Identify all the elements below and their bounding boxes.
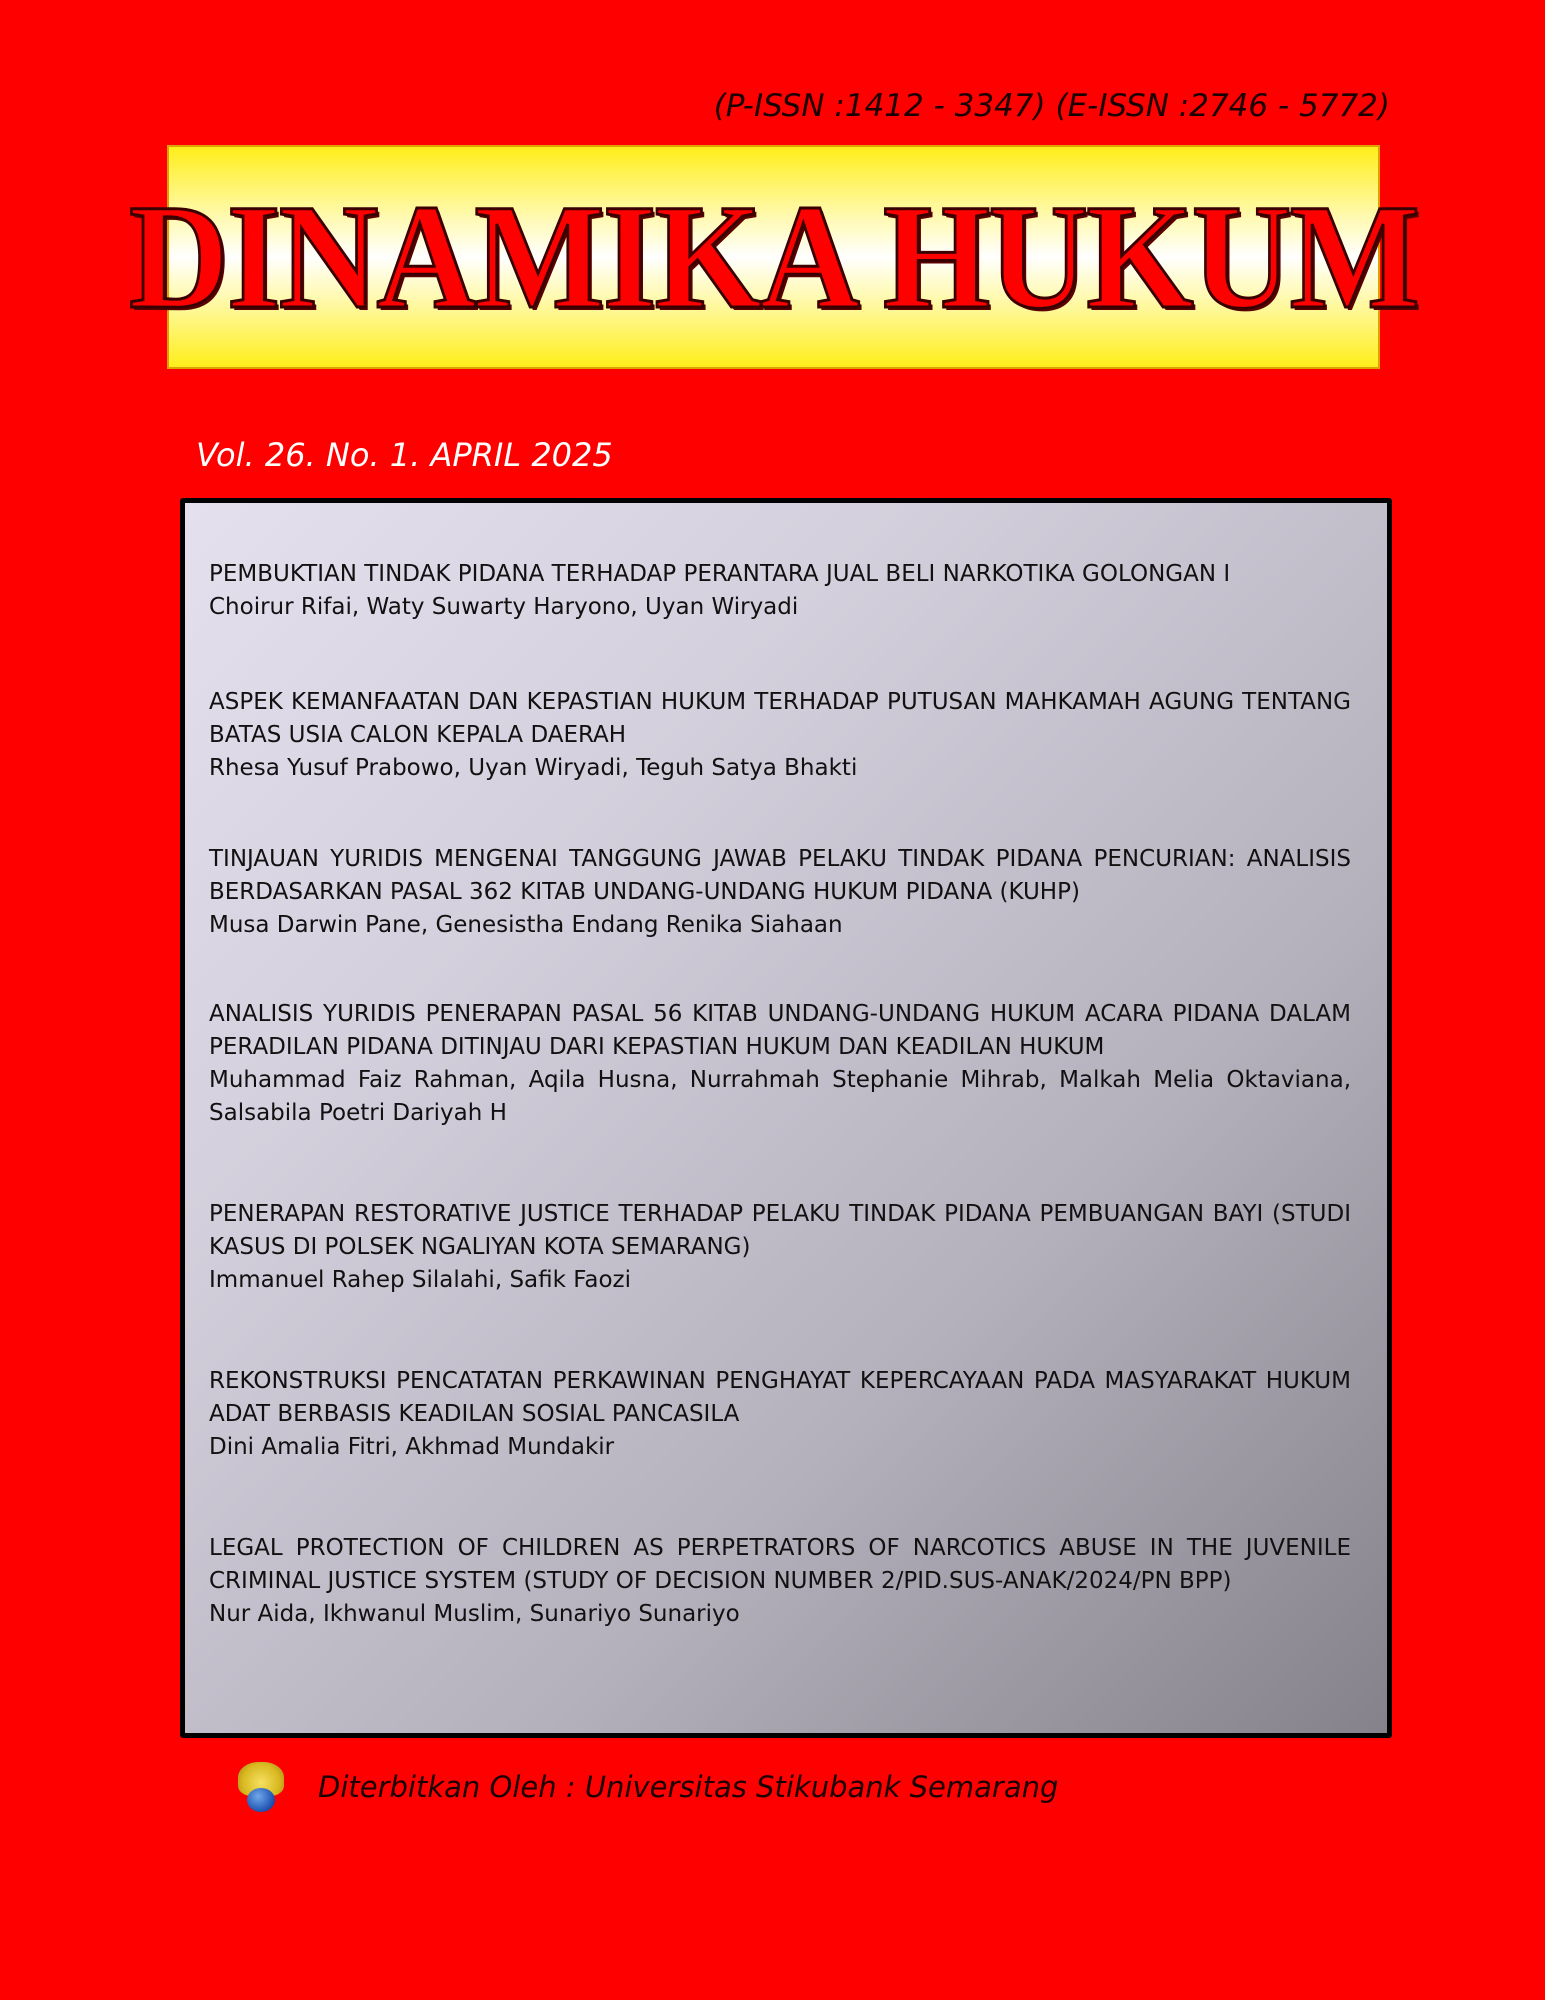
issn-line: (P-ISSN :1412 - 3347) (E-ISSN :2746 - 5772) <box>713 88 1390 124</box>
article-title: TINJAUAN YURIDIS MENGENAI TANGGUNG JAWAB PELAKU TINDAK PIDANA PENCURIAN: ANALISIS BERDASARKAN PASAL 362 KITAB UNDANG-UNDANG HUKUM PIDANA (KUHP) <box>209 846 1351 905</box>
globe-shape <box>247 1788 275 1812</box>
volume-issue: Vol. 26. No. 1. APRIL 2025 <box>196 436 613 474</box>
article-entry <box>209 998 1351 1130</box>
university-emblem-icon <box>236 1762 286 1812</box>
article-title: ASPEK KEMANFAATAN DAN KEPASTIAN HUKUM TERHADAP PUTUSAN MAHKAMAH AGUNG TENTANG BATAS USIA CALON KEPALA DAERAH <box>209 689 1351 748</box>
article-authors: Immanuel Rahep Silalahi, Safik Faozi <box>209 1267 632 1293</box>
article-authors: Nur Aida, Ikhwanul Muslim, Sunariyo Sunariyo <box>209 1601 740 1627</box>
article-title: PEMBUKTIAN TINDAK PIDANA TERHADAP PERANTARA JUAL BELI NARKOTIKA GOLONGAN I <box>209 561 1231 587</box>
publisher-footer <box>236 1762 1058 1812</box>
table-of-contents <box>180 498 1392 1738</box>
article-authors: Muhammad Faiz Rahman, Aqila Husna, Nurrahmah Stephanie Mihrab, Malkah Melia Oktaviana, Salsabila Poetri Dariyah H <box>209 1067 1351 1126</box>
article-authors: Choirur Rifai, Waty Suwarty Haryono, Uyan Wiryadi <box>209 594 799 620</box>
article-authors: Dini Amalia Fitri, Akhmad Mundakir <box>209 1434 615 1460</box>
article-entry <box>209 1365 1351 1464</box>
article-entry <box>209 1532 1351 1631</box>
article-authors: Rhesa Yusuf Prabowo, Uyan Wiryadi, Teguh Satya Bhakti <box>209 755 858 781</box>
article-authors: Musa Darwin Pane, Genesistha Endang Renika Siahaan <box>209 912 843 938</box>
article-title: ANALISIS YURIDIS PENERAPAN PASAL 56 KITAB UNDANG-UNDANG HUKUM ACARA PIDANA DALAM PERADILAN PIDANA DITINJAU DARI KEPASTIAN HUKUM DAN KEADILAN HUKUM <box>209 1001 1351 1060</box>
article-entry <box>209 843 1351 942</box>
article-entry <box>209 1198 1351 1297</box>
publisher-text: Diterbitkan Oleh : Universitas Stikubank Semarang <box>318 1770 1059 1804</box>
article-entry <box>209 558 1351 624</box>
journal-title: DINAMIKA HUKUM <box>128 174 1419 340</box>
article-title: PENERAPAN RESTORATIVE JUSTICE TERHADAP PELAKU TINDAK PIDANA PEMBUANGAN BAYI (STUDI KASUS DI POLSEK NGALIYAN KOTA SEMARANG) <box>209 1201 1351 1260</box>
masthead-banner <box>128 145 1419 369</box>
article-title: LEGAL PROTECTION OF CHILDREN AS PERPETRATORS OF NARCOTICS ABUSE IN THE JUVENILE CRIMINAL JUSTICE SYSTEM (STUDY OF DECISION NUMBER 2/PID.SUS-ANAK/2024/PN BPP) <box>209 1535 1351 1594</box>
article-entry <box>209 686 1351 785</box>
article-title: REKONSTRUKSI PENCATATAN PERKAWINAN PENGHAYAT KEPERCAYAAN PADA MASYARAKAT HUKUM ADAT BERBASIS KEADILAN SOSIAL PANCASILA <box>209 1368 1351 1427</box>
